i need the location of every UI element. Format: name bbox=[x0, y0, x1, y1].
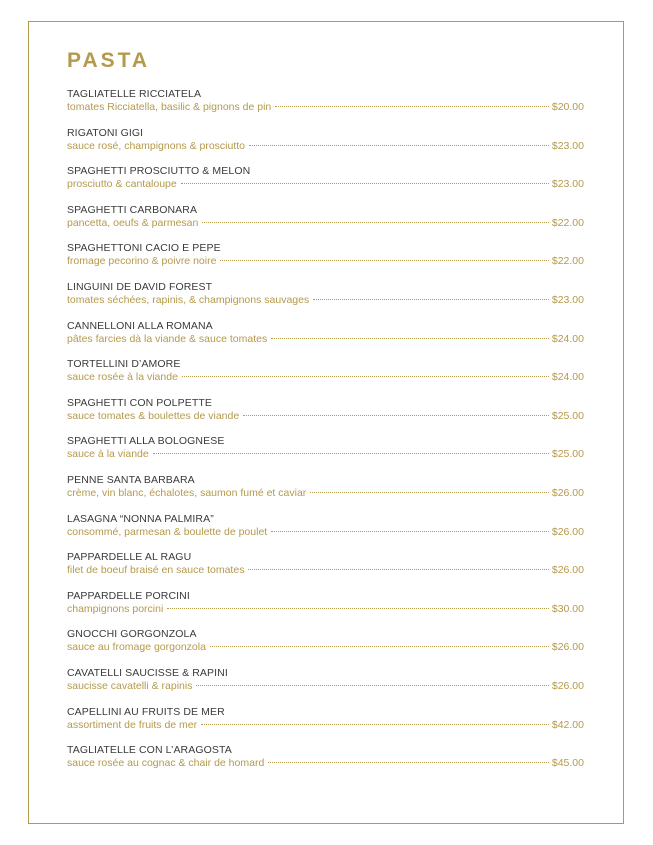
dish-name: CANNELLONI ALLA ROMANA bbox=[67, 319, 213, 332]
dot-leader bbox=[167, 608, 549, 609]
menu-item bbox=[67, 474, 584, 513]
dish-description: pancetta, oeufs & parmesan bbox=[67, 216, 199, 229]
dot-leader bbox=[313, 299, 549, 300]
menu-item bbox=[67, 551, 584, 590]
dish-detail-row bbox=[67, 526, 584, 539]
menu-item bbox=[67, 706, 584, 745]
dish-description: pâtes farcies dà la viande & sauce tomates bbox=[67, 332, 268, 345]
dish-price: $26.00 bbox=[551, 641, 584, 654]
dish-detail-row bbox=[67, 217, 584, 230]
dish-description: sauce rosée au cognac & chair de homard bbox=[67, 757, 265, 770]
dot-leader bbox=[196, 685, 548, 686]
dot-leader bbox=[271, 338, 549, 339]
dish-description: prosciutto & cantaloupe bbox=[67, 178, 177, 191]
dish-description: sauce au fromage gorgonzola bbox=[67, 641, 206, 654]
menu-item bbox=[67, 744, 584, 783]
dish-price: $42.00 bbox=[551, 718, 584, 731]
dish-detail-row bbox=[67, 641, 584, 654]
menu-item bbox=[67, 281, 584, 320]
dish-description: crème, vin blanc, échalotes, saumon fumé et caviar bbox=[67, 486, 307, 499]
dish-name: RIGATONI GIGI bbox=[67, 126, 144, 139]
dish-price: $23.00 bbox=[551, 139, 584, 152]
menu-item bbox=[67, 667, 584, 706]
dish-description: fromage pecorino & poivre noire bbox=[67, 255, 217, 268]
menu-list bbox=[67, 88, 584, 783]
dish-price: $23.00 bbox=[551, 178, 584, 191]
dish-detail-row bbox=[67, 294, 584, 307]
dish-description: tomates Ricciatella, basilic & pignons de pin bbox=[67, 101, 272, 113]
dish-detail-row bbox=[67, 101, 584, 114]
dot-leader bbox=[201, 724, 549, 725]
menu-item bbox=[67, 127, 584, 166]
dish-description: sauce rosée à la viande bbox=[67, 371, 178, 384]
dot-leader bbox=[310, 492, 549, 493]
dish-detail-row bbox=[67, 719, 584, 732]
dish-detail-row bbox=[67, 410, 584, 423]
menu-item bbox=[67, 397, 584, 436]
dish-name: PAPPARDELLE AL RAGU bbox=[67, 551, 192, 564]
dish-price: $25.00 bbox=[551, 409, 584, 422]
dish-name: PENNE SANTA BARBARA bbox=[67, 473, 195, 486]
dish-name: TAGLIATELLE CON L’ARAGOSTA bbox=[67, 744, 232, 757]
dish-description: sauce rosé, champignons & prosciutto bbox=[67, 139, 246, 152]
dish-price: $45.00 bbox=[551, 757, 584, 770]
menu-item bbox=[67, 628, 584, 667]
dish-name: TORTELLINI D’AMORE bbox=[67, 358, 181, 371]
dot-leader bbox=[202, 222, 549, 223]
dish-description: champignons porcini bbox=[67, 602, 164, 615]
dish-price: $25.00 bbox=[551, 448, 584, 461]
dish-price: $24.00 bbox=[551, 332, 584, 345]
dish-price: $26.00 bbox=[551, 679, 584, 692]
dish-detail-row bbox=[67, 140, 584, 153]
dish-name: CAVATELLI SAUCISSE & RAPINI bbox=[67, 666, 228, 679]
dish-name: LINGUINI DE DAVID FOREST bbox=[67, 280, 213, 293]
menu-item bbox=[67, 320, 584, 359]
dish-description: assortiment de fruits de mer bbox=[67, 718, 198, 731]
dot-leader bbox=[268, 762, 549, 763]
dish-detail-row bbox=[67, 255, 584, 268]
dish-detail-row bbox=[67, 757, 584, 770]
dish-name: SPAGHETTI CON POLPETTE bbox=[67, 396, 212, 409]
dish-name: LASAGNA “NONNA PALMIRA” bbox=[67, 512, 214, 525]
menu-item bbox=[67, 513, 584, 552]
dish-name: SPAGHETTI ALLA BOLOGNESE bbox=[67, 435, 225, 448]
dish-price: $20.00 bbox=[551, 101, 584, 113]
menu-item bbox=[67, 358, 584, 397]
dish-name: PAPPARDELLE PORCINI bbox=[67, 589, 190, 602]
dish-description: tomates séchées, rapinis, & champignons sauvages bbox=[67, 293, 310, 306]
menu-item bbox=[67, 165, 584, 204]
dot-leader bbox=[271, 531, 549, 532]
menu-item bbox=[67, 242, 584, 281]
dish-price: $26.00 bbox=[551, 564, 584, 577]
menu-item bbox=[67, 590, 584, 629]
dish-detail-row bbox=[67, 564, 584, 577]
dish-name: SPAGHETTI CARBONARA bbox=[67, 203, 198, 216]
dish-detail-row bbox=[67, 448, 584, 461]
dish-description: consommé, parmesan & boulette de poulet bbox=[67, 525, 268, 538]
dish-detail-row bbox=[67, 333, 584, 346]
dot-leader bbox=[210, 646, 549, 647]
dish-detail-row bbox=[67, 178, 584, 191]
dish-name: GNOCCHI GORGONZOLA bbox=[67, 628, 197, 641]
dish-description: sauce à la viande bbox=[67, 448, 149, 461]
dot-leader bbox=[248, 569, 548, 570]
dish-name: TAGLIATELLE RICCIATELA bbox=[67, 88, 202, 100]
dish-price: $22.00 bbox=[551, 255, 584, 268]
menu-item bbox=[67, 88, 584, 127]
dish-price: $22.00 bbox=[551, 216, 584, 229]
menu-item bbox=[67, 435, 584, 474]
dish-price: $26.00 bbox=[551, 486, 584, 499]
dish-name: SPAGHETTI PROSCIUTTO & MELON bbox=[67, 165, 251, 178]
dish-detail-row bbox=[67, 487, 584, 500]
dish-price: $24.00 bbox=[551, 371, 584, 384]
menu-item bbox=[67, 204, 584, 243]
dish-detail-row bbox=[67, 371, 584, 384]
dot-leader bbox=[181, 183, 549, 184]
dish-description: saucisse cavatelli & rapinis bbox=[67, 679, 193, 692]
dish-price: $26.00 bbox=[551, 525, 584, 538]
dot-leader bbox=[275, 106, 549, 107]
section-title: PASTA bbox=[67, 49, 151, 72]
dot-leader bbox=[220, 260, 548, 261]
dish-detail-row bbox=[67, 680, 584, 693]
dot-leader bbox=[153, 453, 549, 454]
dish-name: CAPELLINI AU FRUITS DE MER bbox=[67, 705, 225, 718]
dish-description: sauce tomates & boulettes de viande bbox=[67, 409, 240, 422]
dish-description: filet de boeuf braisé en sauce tomates bbox=[67, 564, 245, 577]
dish-price: $23.00 bbox=[551, 293, 584, 306]
dot-leader bbox=[243, 415, 549, 416]
dot-leader bbox=[182, 376, 549, 377]
dish-price: $30.00 bbox=[551, 602, 584, 615]
dot-leader bbox=[249, 145, 549, 146]
dish-detail-row bbox=[67, 603, 584, 616]
dish-name: SPAGHETTONI CACIO E PEPE bbox=[67, 242, 221, 255]
